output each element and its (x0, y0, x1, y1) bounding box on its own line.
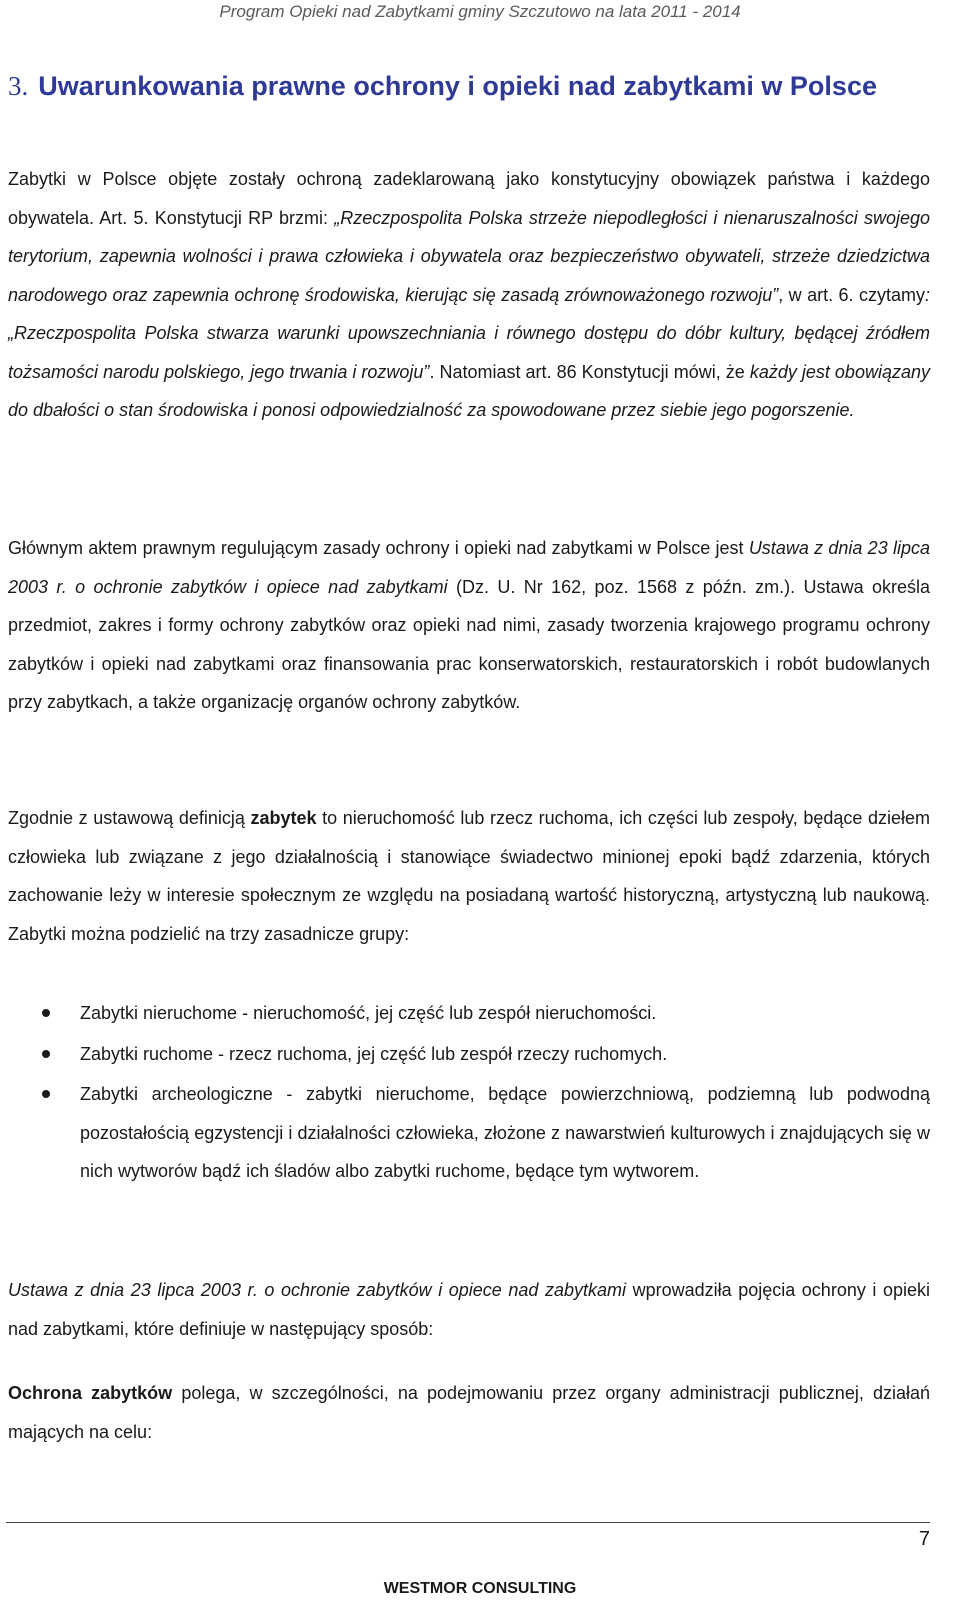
quote-article-6: : „Rzeczpospolita Polska stwarza warunki upowszechniania i równego dostępu do dóbr kultury, będącej źródłem tożsamości narodu polskiego, jego trwania i rozwoju” (8, 284, 930, 382)
page-header (0, 0, 960, 26)
term-zabytek: zabytek (250, 808, 317, 828)
page-number: 7 (918, 1528, 930, 1550)
paragraph-definition (8, 799, 930, 953)
quote-article-86: każdy jest obowiązany do dbałości o stan środowiska i ponosi odpowiedzialność za spowodowane przez siebie jego pogorszenie. (8, 361, 930, 420)
quote-article-5: „Rzeczpospolita Polska strzeże niepodległości i nienaruszalności swojego terytorium, zapewnia wolności i prawa człowieka i obywatela oraz bezpieczeństwo obywateli, strzeże dziedzictwa narodowego oraz zapewnia ochronę środowiska, kierując się zasadą zrównoważonego rozwoju” (8, 207, 931, 305)
running-title: Program Opieki nad Zabytkami gminy Szczutowo na lata 2011 - 2014 (219, 2, 741, 21)
text-span: . Natomiast art. 86 Konstytucji mówi, że (429, 361, 750, 382)
text-span: (Dz. U. Nr 162, poz. 1568 z późn. zm.). Ustawa określa przedmiot, zakres i formy ochrony zabytków oraz opieki nad nimi, zasady tworzenia krajowego programu ochrony zabytków i opieki nad zabytkami oraz finansowania prac konserwatorskich, restauratorskich i robót budowlanych przy zabytkach, a także organizację organów ochrony zabytków. (8, 576, 930, 712)
term-ochrona-zabytkow: Ochrona zabytków (8, 1383, 173, 1403)
paragraph-main-act (8, 529, 930, 722)
text-span: wprowadziła pojęcia ochrony i opieki nad zabytkami, które definiuje w następujący sposób: (8, 1280, 930, 1339)
text-span: to nieruchomość lub rzecz ruchoma, ich części lub zespoły, będące dziełem człowieka lub związane z jego działalnością i stanowiące świadectwo minionej epoki bądź zdarzenia, których zachowanie leży w interesie społecznym ze względu na posiadaną wartość historyczną, artystyczną lub naukową. Zabytki można podzielić na trzy zasadnicze grupy: (8, 808, 930, 944)
bullet-icon (42, 1050, 50, 1058)
bullet-icon (42, 1090, 50, 1098)
list-item (8, 994, 930, 1033)
list-item-text: Zabytki nieruchome - nieruchomość, jej część lub zespół nieruchomości. (80, 1003, 657, 1023)
text-span: Zgodnie z ustawową definicją (8, 808, 251, 828)
footer-divider (6, 1522, 930, 1523)
monument-groups-list (8, 994, 930, 1193)
text-span: Zabytki w Polsce objęte zostały ochroną zadeklarowaną jako konstytucyjny obowiązek państwa i każdego obywatela. Art. 5. Konstytucji RP brzmi: (8, 169, 930, 228)
footer-company: WESTMOR CONSULTING (383, 1580, 577, 1597)
list-item (8, 1075, 930, 1191)
bullet-icon (42, 1009, 50, 1017)
act-title: Ustawa z dnia 23 lipca 2003 r. o ochronie zabytków i opiece nad zabytkami (8, 1280, 627, 1300)
text-span: Głównym aktem prawnym regulującym zasady ochrony i opieki nad zabytkami w Polsce jest (8, 538, 749, 558)
list-item-text: Zabytki ruchome - rzecz ruchoma, jej część lub zespół rzeczy ruchomych. (80, 1043, 668, 1064)
text-span: polega, w szczególności, na podejmowaniu przez organy administracji publicznej, działań mających na celu: (8, 1383, 931, 1442)
list-item-text: Zabytki archeologiczne - zabytki nieruchome, będące powierzchniową, podziemną lub podwodną pozostałością egzystencji i działalności człowieka, złożone z nawarstwień kulturowych i znajdujących się w nich wytworów bądź ich śladów albo zabytki ruchome, będące tym wytworem. (80, 1084, 930, 1181)
act-title: Ustawa z dnia 23 lipca 2003 r. o ochronie zabytków i opiece nad zabytkami (8, 538, 930, 597)
paragraph-constitution (8, 160, 930, 430)
section-number: 3. (8, 71, 29, 101)
paragraph-act-concepts (8, 1271, 930, 1348)
text-span: , w art. 6. czytamy (778, 284, 925, 305)
list-item (8, 1035, 930, 1074)
section-title: Uwarunkowania prawne ochrony i opieki nad zabytkami w Polsce (38, 71, 877, 101)
paragraph-protection (8, 1374, 930, 1451)
section-heading (8, 68, 952, 104)
